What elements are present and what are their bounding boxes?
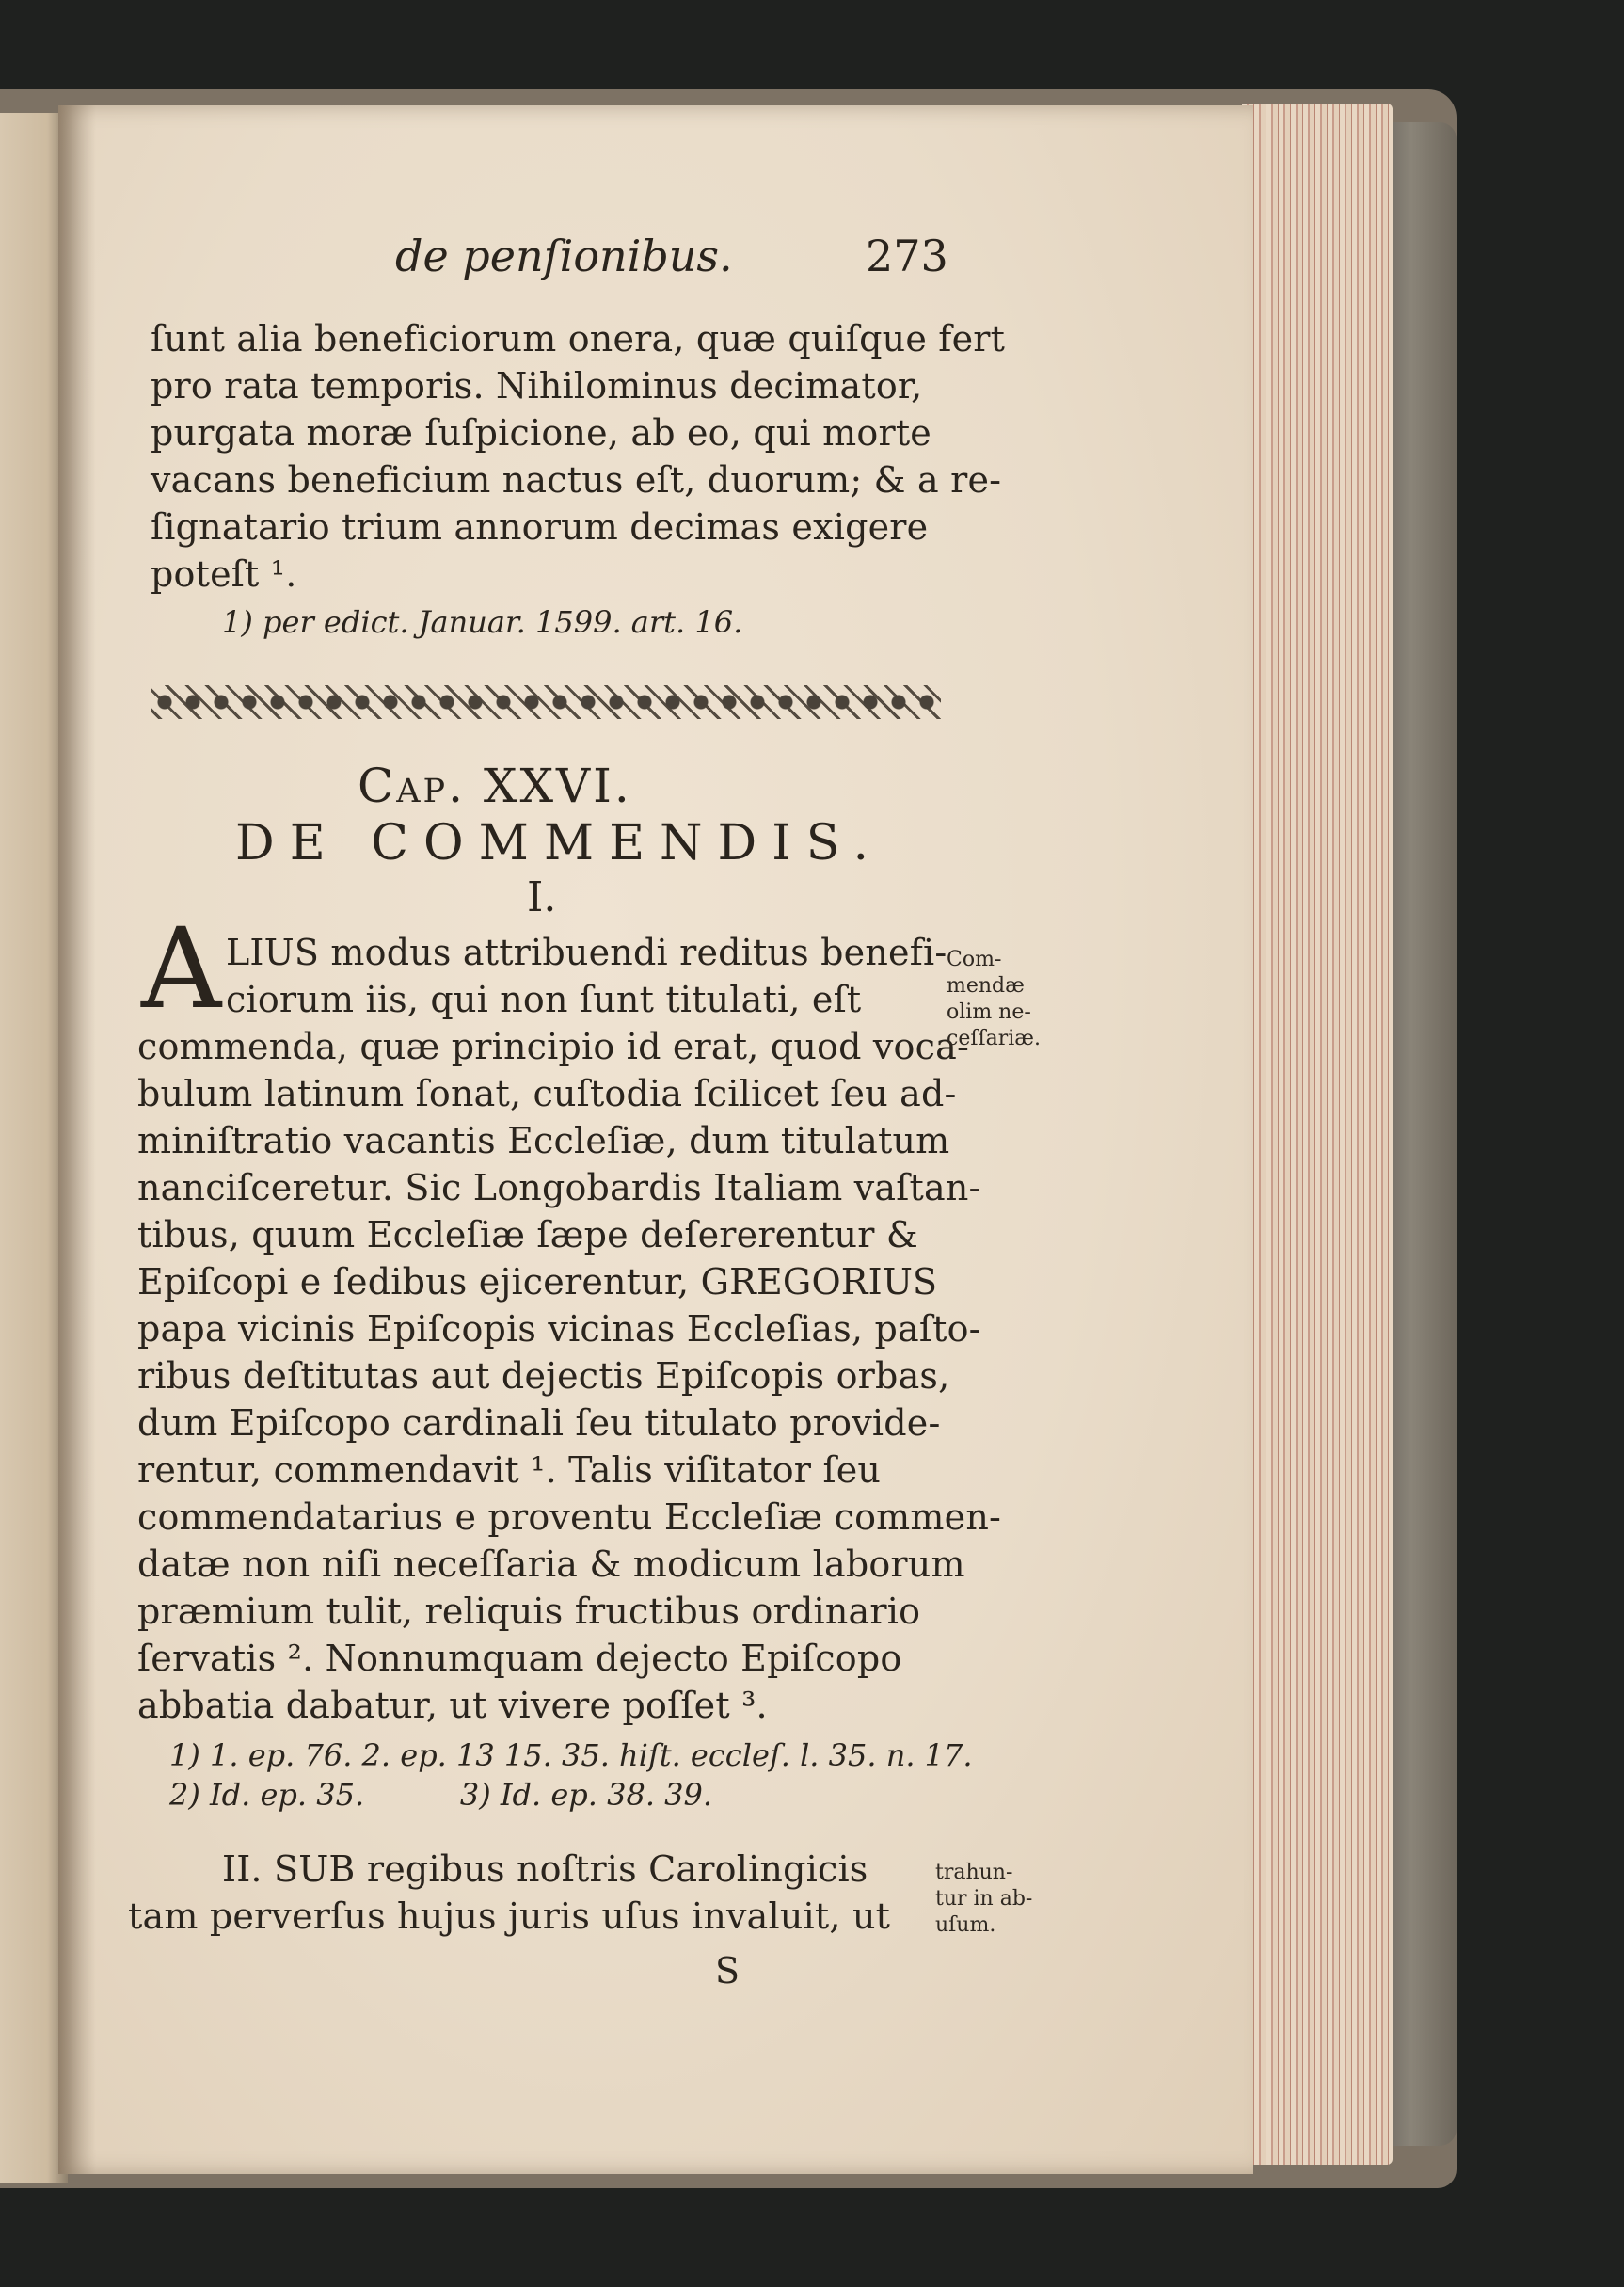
text-line: commendatarius e proventu Eccleſiæ commen- xyxy=(137,1496,1002,1538)
text-line: ſignatario trium annorum decimas exigere xyxy=(151,506,929,548)
section-number: I. xyxy=(527,873,557,921)
page-stack-edge xyxy=(1242,104,1393,2165)
text-line: ribus deſtitutas aut dejectis Epiſcopis orbas, xyxy=(137,1355,950,1397)
chapter-heading: Cap. XXVI. xyxy=(358,759,632,813)
text-line: dum Epiſcopo cardinali ſeu titulato provide- xyxy=(137,1402,941,1444)
text-line: abbatia dabatur, ut vivere poſſet ³. xyxy=(137,1685,768,1726)
text-line: nanciſceretur. Sic Longobardis Italiam vaſtan- xyxy=(137,1167,981,1208)
text-line: II. SUB regibus noſtris Carolingicis xyxy=(222,1848,868,1890)
text-line: tam perverſus hujus juris uſus invaluit, ut xyxy=(128,1895,891,1937)
footnote: 1) 1. ep. 76. 2. ep. 13 15. 35. hiſt. eccleſ. l. 35. n. 17. xyxy=(169,1737,973,1773)
text-line: tibus, quum Eccleſiæ ſæpe deſererentur & xyxy=(137,1214,918,1255)
text-line: rentur, commendavit ¹. Talis viſitator ſeu xyxy=(137,1449,882,1491)
text-line: poteſt ¹. xyxy=(151,553,297,595)
text-line: datæ non niſi neceſſaria & modicum laborum xyxy=(137,1543,965,1585)
text-line: ſunt alia beneficiorum onera, quæ quiſque fert xyxy=(151,318,1006,360)
footnote: 1) per edict. Januar. 1599. art. 16. xyxy=(222,604,743,640)
footnote: 2) Id. ep. 35. 3) Id. ep. 38. 39. xyxy=(169,1777,713,1813)
marginal-note-line: Com- xyxy=(947,948,1002,971)
catchword: S xyxy=(715,1950,740,1991)
running-head: de penſionibus. xyxy=(395,231,733,281)
gutter-shadow xyxy=(58,105,96,2174)
text-line: præmium tulit, reliquis fructibus ordinario xyxy=(137,1591,921,1632)
text-line: purgata moræ ſuſpicione, ab eo, qui morte xyxy=(151,412,931,454)
text-line: bulum latinum ſonat, cuſtodia ſcilicet ſeu ad- xyxy=(137,1073,957,1114)
text-line: papa vicinis Epiſcopis vicinas Eccleſias, paſto- xyxy=(137,1308,981,1350)
marginal-note-line: uſum. xyxy=(935,1913,996,1937)
page-number: 273 xyxy=(866,231,948,281)
text-line: pro rata temporis. Nihilominus decimator, xyxy=(151,365,923,407)
drop-cap: A xyxy=(141,904,222,1033)
text-line: vacans beneficium nactus eſt, duorum; & a re- xyxy=(151,459,1002,501)
text-line: LIUS modus attribuendi reditus benefi- xyxy=(226,932,947,973)
marginal-note-line: olim ne- xyxy=(947,1000,1031,1024)
marginal-note-line: trahun- xyxy=(935,1861,1013,1884)
text-line: ciorum iis, qui non ſunt titulati, eſt xyxy=(226,979,862,1020)
marginal-note-line: mendæ xyxy=(947,974,1025,998)
marginal-note-line: ceſſariæ. xyxy=(947,1027,1041,1050)
marginal-note-line: tur in ab- xyxy=(935,1887,1033,1911)
text-line: ſervatis ². Nonnumquam dejecto Epiſcopo xyxy=(137,1638,902,1679)
chapter-title: DE COMMENDIS. xyxy=(235,815,884,872)
text-line: commenda, quæ principio id erat, quod voca- xyxy=(137,1026,970,1067)
text-line: miniſtratio vacantis Eccleſiæ, dum titulatum xyxy=(137,1120,950,1161)
ornament-band xyxy=(151,685,941,719)
text-line: Epiſcopi e ſedibus ejicerentur, GREGORIUS xyxy=(137,1261,938,1303)
book-cover-edge xyxy=(1381,122,1457,2146)
